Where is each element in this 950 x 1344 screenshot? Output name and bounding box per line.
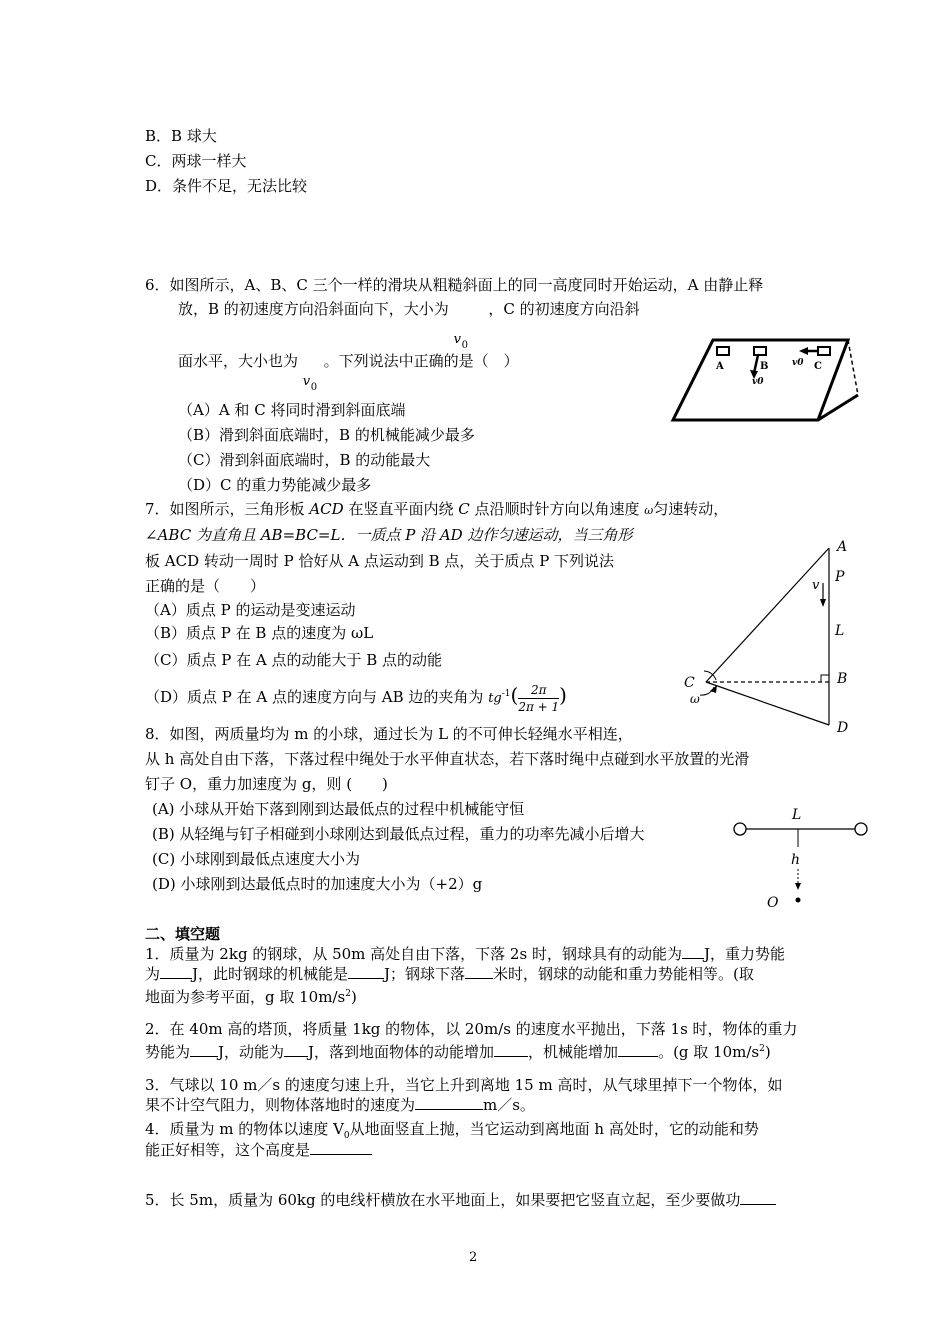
edge-cd [706, 682, 829, 725]
label-a: A [716, 361, 724, 372]
q5-option-b: B．B 球大 [145, 127, 217, 145]
q6-line2-b: ，C 的初速度方向沿斜 [488, 300, 640, 318]
q6-line3-a: 面水平，大小也为 [178, 352, 299, 370]
fill-q2-blank3[interactable] [494, 1056, 528, 1057]
q6-v0-sub: 0 [461, 340, 468, 351]
fill-q4-line2-text: 能正好相等，这个高度是 [145, 1141, 311, 1159]
fill-q3-line2 [145, 1095, 535, 1115]
q7-line1-b: 在竖直平面内绕 [343, 500, 459, 518]
block-c [818, 347, 830, 355]
q8-line3: 钉子 O，重力加速度为 g，则 ( ) [145, 775, 388, 793]
label-l: L [792, 807, 802, 823]
fill-q2-line2-f: ) [764, 1043, 771, 1061]
q7-line3: 板 ACD 转动一周时 P 恰好从 A 点运动到 B 点，关于质点 P 下列说法 [145, 552, 615, 570]
label-v: v [812, 578, 820, 593]
fill-q2-line2-c: J，落到地面物体的动能增加 [308, 1043, 495, 1061]
fill-q1-line1-a: 1．质量为 2kg 的钢球，从 50m 高处自由下落，下落 2s 时，钢球具有的动能为 [145, 945, 682, 963]
label-d: D [837, 720, 849, 736]
fill-q1-line1 [145, 944, 785, 964]
label-omega: ω [690, 692, 700, 706]
q7-tg-sup: -1 [501, 689, 511, 699]
q7-frac-den: 2π + 1 [518, 699, 560, 714]
fill-q5-blank[interactable] [740, 1204, 776, 1205]
q7-acd: ACD [309, 500, 344, 518]
fill-q1-line2-c: J；钢球下落 [384, 965, 466, 983]
fill-q2-blank2[interactable] [284, 1056, 308, 1057]
fill-q1-line2-d: 米时，钢球的动能和重力势能相等。(取 [493, 965, 754, 983]
q7-fraction [518, 682, 559, 715]
fill-q2-line2-a: 势能为 [145, 1043, 191, 1061]
q7-paren-open: ( [510, 683, 519, 707]
q5-option-d: D．条件不足，无法比较 [145, 177, 308, 195]
q6-option-a: （A）A 和 C 将同时滑到斜面底端 [178, 401, 406, 419]
q6-line1: 6．如图所示，A、B、C 三个一样的滑块从粗糙斜面上的同一高度同时开始运动，A 由静止释 [145, 276, 764, 294]
q7-line1-c: 点沿顺时针方向以角速度 [469, 500, 645, 518]
fill-q5-line1-text: 5．长 5m，质量为 60kg 的电线杆横放在水平地面上，如果要把它竖直立起，至少要做功 [145, 1191, 741, 1209]
q8-rope-figure [728, 803, 873, 913]
fill-q1-blank4[interactable] [465, 978, 493, 979]
q6-line2 [178, 299, 640, 351]
fill-q3-line1: 3．气球以 10 m／s 的速度匀速上升，当它上升到离地 15 m 高时，从气球里掉下一个物体，如 [145, 1076, 783, 1094]
q7-line1-d: 匀速转动， [653, 500, 729, 518]
fill-q4-line1-b: 从地面竖直上抛，当它运动到离地面 h 高处时，它的动能和势 [349, 1120, 759, 1138]
q6-v0-v: v [453, 332, 461, 347]
arrow-b-down-slope [754, 355, 758, 373]
q7-option-d-prefix: （D）质点 P 在 A 点的速度方向与 AB 边的夹角为 [145, 688, 489, 706]
fill-q1-line3-b: ) [350, 988, 357, 1006]
h-arrow-head [795, 883, 801, 890]
q6-option-b: （B）滑到斜面底端时，B 的机械能减少最多 [178, 426, 475, 444]
fill-q3-line2-b: m／s。 [483, 1096, 535, 1114]
fill-q1-line1-b: J，重力势能 [703, 945, 785, 963]
fill-q2-sq: 2 [759, 1044, 765, 1054]
fill-q1-blank3[interactable] [348, 978, 384, 979]
q7-paren-close: ) [559, 683, 567, 707]
q6-line3-b: 。下列说法中正确的是（ ） [323, 352, 519, 370]
label-o: O [767, 895, 779, 911]
q7-frac-num: 2π [518, 682, 559, 699]
fill-q5-line1 [145, 1190, 776, 1210]
fill-q2-line2 [145, 1039, 771, 1062]
q8-option-a: (A) 小球从开始下落到刚到达最低点的过程中机械能守恒 [152, 800, 525, 818]
label-v0-c: v0 [792, 358, 804, 368]
block-b [754, 347, 766, 355]
q6-option-c: （C）滑到斜面底端时，B 的动能最大 [178, 451, 431, 469]
incline-hidden-edge [848, 340, 858, 395]
ball-right [855, 823, 867, 835]
fill-q1-line2-a: 为 [145, 965, 161, 983]
q7-option-b: （B）质点 P 在 B 点的速度为 ωL [145, 624, 374, 642]
label-c: C [814, 361, 822, 372]
fill-q2-line2-d: ，机械能增加 [528, 1043, 619, 1061]
fill-q1-line3 [145, 984, 357, 1007]
label-p: P [835, 569, 845, 585]
fill-q1-blank1[interactable] [682, 958, 704, 959]
ball-left [734, 823, 746, 835]
q8-line1: 8．如图，两质量均为 m 的小球，通过长为 L 的不可伸长轻绳水平相连， [145, 725, 633, 743]
fill-q1-blank2[interactable] [160, 978, 192, 979]
q7-omega: ω [644, 504, 654, 517]
label-c: C [684, 675, 695, 691]
section2-title: 二、填空题 [145, 925, 221, 943]
q6-v0-sub-2: 0 [310, 382, 318, 393]
q6-line2-a: 放，B 的初速度方向沿斜面向下，大小为 [178, 300, 449, 318]
label-b: B [760, 361, 769, 372]
q6-line3 [178, 351, 519, 393]
block-a [717, 347, 729, 355]
q5-option-c: C．两球一样大 [145, 152, 247, 170]
fill-q3-line2-a: 果不计空气阻力，则物体落地时的速度为 [145, 1096, 416, 1114]
fill-q1-sq: 2 [345, 989, 351, 999]
q7-line4: 正确的是（ ） [145, 577, 266, 595]
fill-q2-blank1[interactable] [190, 1056, 218, 1057]
fill-q1-line2-b: J，此时钢球的机械能是 [192, 965, 349, 983]
q7-line1 [145, 499, 728, 521]
q7-line1-a: 7．如图所示，三角形板 [145, 500, 310, 518]
fill-q2-blank4[interactable] [618, 1056, 658, 1057]
q8-option-b: (B) 从轻绳与钉子相碰到小球刚达到最低点过程，重力的功率先减小后增大 [152, 825, 645, 843]
q7-triangle-figure [676, 535, 856, 740]
nail-o [796, 898, 801, 903]
label-a: A [837, 539, 848, 555]
fill-q4-blank[interactable] [310, 1154, 372, 1155]
label-v0-b: v0 [752, 377, 764, 387]
q7-line2: ∠ABC 为直角且 AB=BC=L．一质点 P 沿 AD 边作匀速运动，当三角形 [145, 526, 633, 544]
fill-q1-line2 [145, 964, 754, 984]
right-angle-mark [821, 675, 829, 682]
arrow-c-head [799, 347, 808, 355]
q8-line2: 从 h 高处自由下落，下落过程中绳处于水平伸直状态，若下落时绳中点碰到水平放置的光滑 [145, 750, 750, 768]
label-b: B [837, 671, 848, 687]
fill-q4-sub: 0 [343, 1131, 350, 1141]
q6-v0-v-2: v [302, 374, 311, 389]
fill-q2-line2-b: J，动能为 [218, 1043, 285, 1061]
q7-c: C [458, 500, 470, 518]
q6-option-d: （D）C 的重力势能减少最多 [178, 476, 372, 494]
q7-option-d [145, 676, 567, 717]
fill-q2-line1: 2．在 40m 高的塔顶，将质量 1kg 的物体，以 20m/s 的速度水平抛出，下落 1s 时，物体的重力 [145, 1020, 798, 1038]
label-l: L [835, 623, 845, 639]
label-h: h [791, 852, 801, 868]
q8-option-c: (C) 小球刚到最低点速度大小为 [152, 850, 360, 868]
edge-ca [706, 548, 829, 682]
velocity-arrow-p-head [820, 599, 826, 607]
page-number: 2 [469, 1250, 478, 1265]
q7-option-c: （C）质点 P 在 A 点的动能大于 B 点的动能 [145, 651, 443, 669]
fill-q1-line3-a: 地面为参考平面，g 取 10m/s [145, 988, 346, 1006]
q7-option-a: （A）质点 P 的运动是变速运动 [145, 601, 356, 619]
fill-q4-line2 [145, 1140, 372, 1160]
q7-tg: tg [488, 691, 502, 706]
q8-option-d: (D) 小球刚到达最低点时的加速度大小为（+2）g [152, 875, 483, 893]
fill-q4-line1-a: 4．质量为 m 的物体以速度 V [145, 1120, 344, 1138]
q6-incline-figure [668, 335, 868, 430]
fill-q2-line2-e: 。(g 取 10m/s [658, 1043, 760, 1061]
fill-q3-blank[interactable] [415, 1109, 483, 1110]
